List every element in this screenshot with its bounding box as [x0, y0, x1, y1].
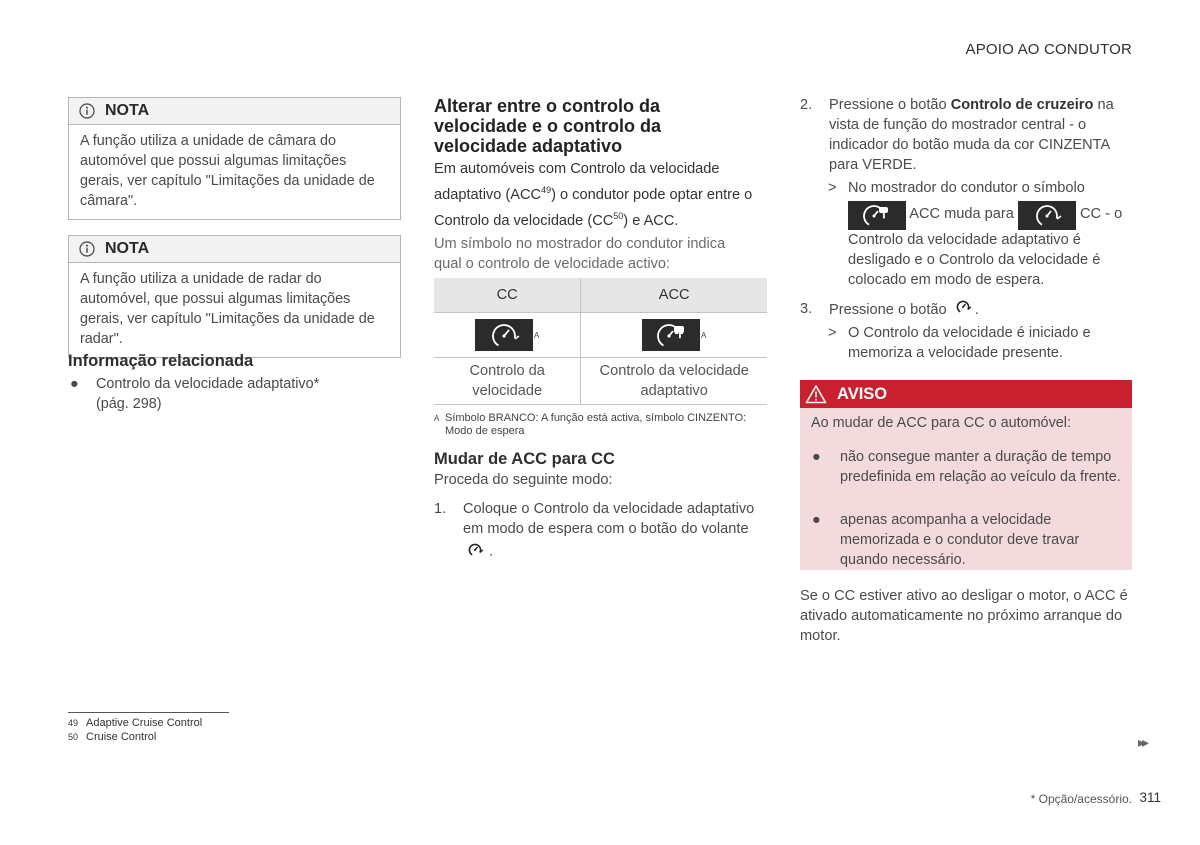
warning-title: AVISO [837, 384, 888, 403]
note-box-camera [68, 97, 401, 220]
cruise-control-icon [848, 201, 906, 230]
note-box-radar [68, 235, 401, 358]
table-name-row [434, 358, 767, 405]
cruise-control-icon [475, 319, 533, 351]
info-icon [79, 241, 95, 257]
related-link-text[interactable]: Controlo da velocidade adaptativo* [96, 376, 320, 392]
option-note: * Opção/acessório. [1030, 792, 1132, 806]
note-title: NOTA [105, 240, 150, 257]
step-3: 3. Pressione o botão . [800, 299, 1132, 321]
warning-header [800, 380, 1132, 408]
cc-name-cell: Controlo da velocidade [434, 358, 581, 405]
table-header-cc: CC [434, 278, 581, 313]
warning-triangle-icon [805, 384, 827, 404]
warning-item: ● não consegue manter a duração de tempo predefinida em relação ao veículo da frente. [812, 449, 1121, 485]
table-footnote: A Símbolo BRANCO: A função está activa, símbolo CINZENTO: Modo de espera [434, 412, 747, 437]
closing-paragraph: Se o CC estiver ativo ao desligar o motor, o ACC é ativado automaticamente no próximo arranque do motor. [800, 588, 1128, 644]
footnote-49: 49 Adaptive Cruise Control [68, 717, 203, 729]
note-title: NOTA [105, 102, 150, 119]
step-text: Coloque o Controlo da velocidade adaptativo em modo de espera com o botão do volante [463, 501, 755, 537]
result-mark: > [828, 325, 837, 341]
step-number: 3. [800, 301, 813, 317]
section-header: APOIO AO CONDUTOR [965, 41, 1132, 58]
acc-symbol-cell: A [581, 313, 767, 358]
step-number: 1. [434, 501, 447, 517]
step-number: 2. [800, 97, 813, 113]
adaptive-cruise-control-icon [642, 319, 700, 351]
related-info-title: Informação relacionada [68, 352, 254, 370]
warning-box [800, 380, 1132, 570]
continue-next-icon[interactable]: ▸▸ [1137, 734, 1146, 750]
steering-cruise-button-icon [955, 299, 973, 321]
cc-acc-table [434, 278, 767, 405]
result-mark: > [828, 180, 837, 196]
table-footnote-mark: A [434, 414, 440, 423]
footnote-50: 50 Cruise Control [68, 731, 157, 743]
step-2: 2. Pressione o botão Controlo de cruzeiro na vista de função do mostrador central - o indicador do botão muda da cor CINZENTA para VERDE. [800, 97, 1114, 173]
note-header [69, 98, 400, 125]
page-heading: Alterar entre o controlo da velocidade e o controlo da velocidade adaptativo [434, 96, 662, 156]
table-header-row [434, 278, 767, 313]
footnote-ref-50[interactable]: 50 [613, 210, 624, 221]
related-page-ref[interactable]: (pág. 298) [96, 396, 162, 412]
note-text: A função utiliza a unidade de radar do automóvel, que possui algumas limitações gerais, ver capítulo "Limitações da unidade de radar". [80, 271, 375, 347]
warning-intro: Ao mudar de ACC para CC o automóvel: [811, 415, 1071, 431]
symbol-description: Um símbolo no mostrador do condutor indica qual o controlo de velocidade activo: [434, 236, 726, 272]
intro-paragraph: Em automóveis com Controlo da velocidade adaptativo (ACC$^{49}$) o condutor pode optar entre o Controlo da velocidade (CC$^{50}$) e ACC. [434, 161, 753, 229]
bullet-icon: ● [812, 512, 821, 528]
related-info-item[interactable] [68, 374, 368, 414]
footnote-divider [68, 712, 229, 713]
bullet-icon: ● [812, 449, 821, 465]
cruise-control-icon [1018, 201, 1076, 230]
warning-item: ● apenas acompanha a velocidade memorizada e o condutor deve travar quando necessário. [812, 512, 1080, 568]
step-1: 1. Coloque o Controlo da velocidade adaptativo em modo de espera com o botão do volante . [434, 499, 766, 564]
bullet-icon: ● [70, 376, 79, 392]
table-header-acc: ACC [581, 278, 767, 313]
footnote-ref-49[interactable]: 49 [541, 185, 552, 195]
sub-intro: Proceda do seguinte modo: [434, 472, 613, 488]
info-icon [79, 103, 95, 119]
section-subheading: Mudar de ACC para CC [434, 450, 615, 468]
step-2-result: > No mostrador do condutor o símbolo ACC muda para CC - o Controlo da velocidade adaptativo é desligado e o Controlo da velocidade é colocado em modo de espera. [828, 180, 1123, 288]
page-number: 311 [1139, 790, 1161, 805]
step-3-result: > O Controlo da velocidade é iniciado e memoriza a velocidade presente. [828, 325, 1091, 361]
table-symbol-row [434, 313, 767, 358]
note-text: A função utiliza a unidade de câmara do automóvel que possui algumas limitações gerais, ver capítulo "Limitações da unidade de câmara". [80, 133, 375, 209]
steering-cruise-button-icon [467, 542, 485, 564]
cc-symbol-cell: A [434, 313, 581, 358]
acc-name-cell: Controlo da velocidade adaptativo [581, 358, 767, 405]
cruise-control-button-ref: Controlo de cruzeiro [950, 97, 1094, 113]
note-header [69, 236, 400, 263]
